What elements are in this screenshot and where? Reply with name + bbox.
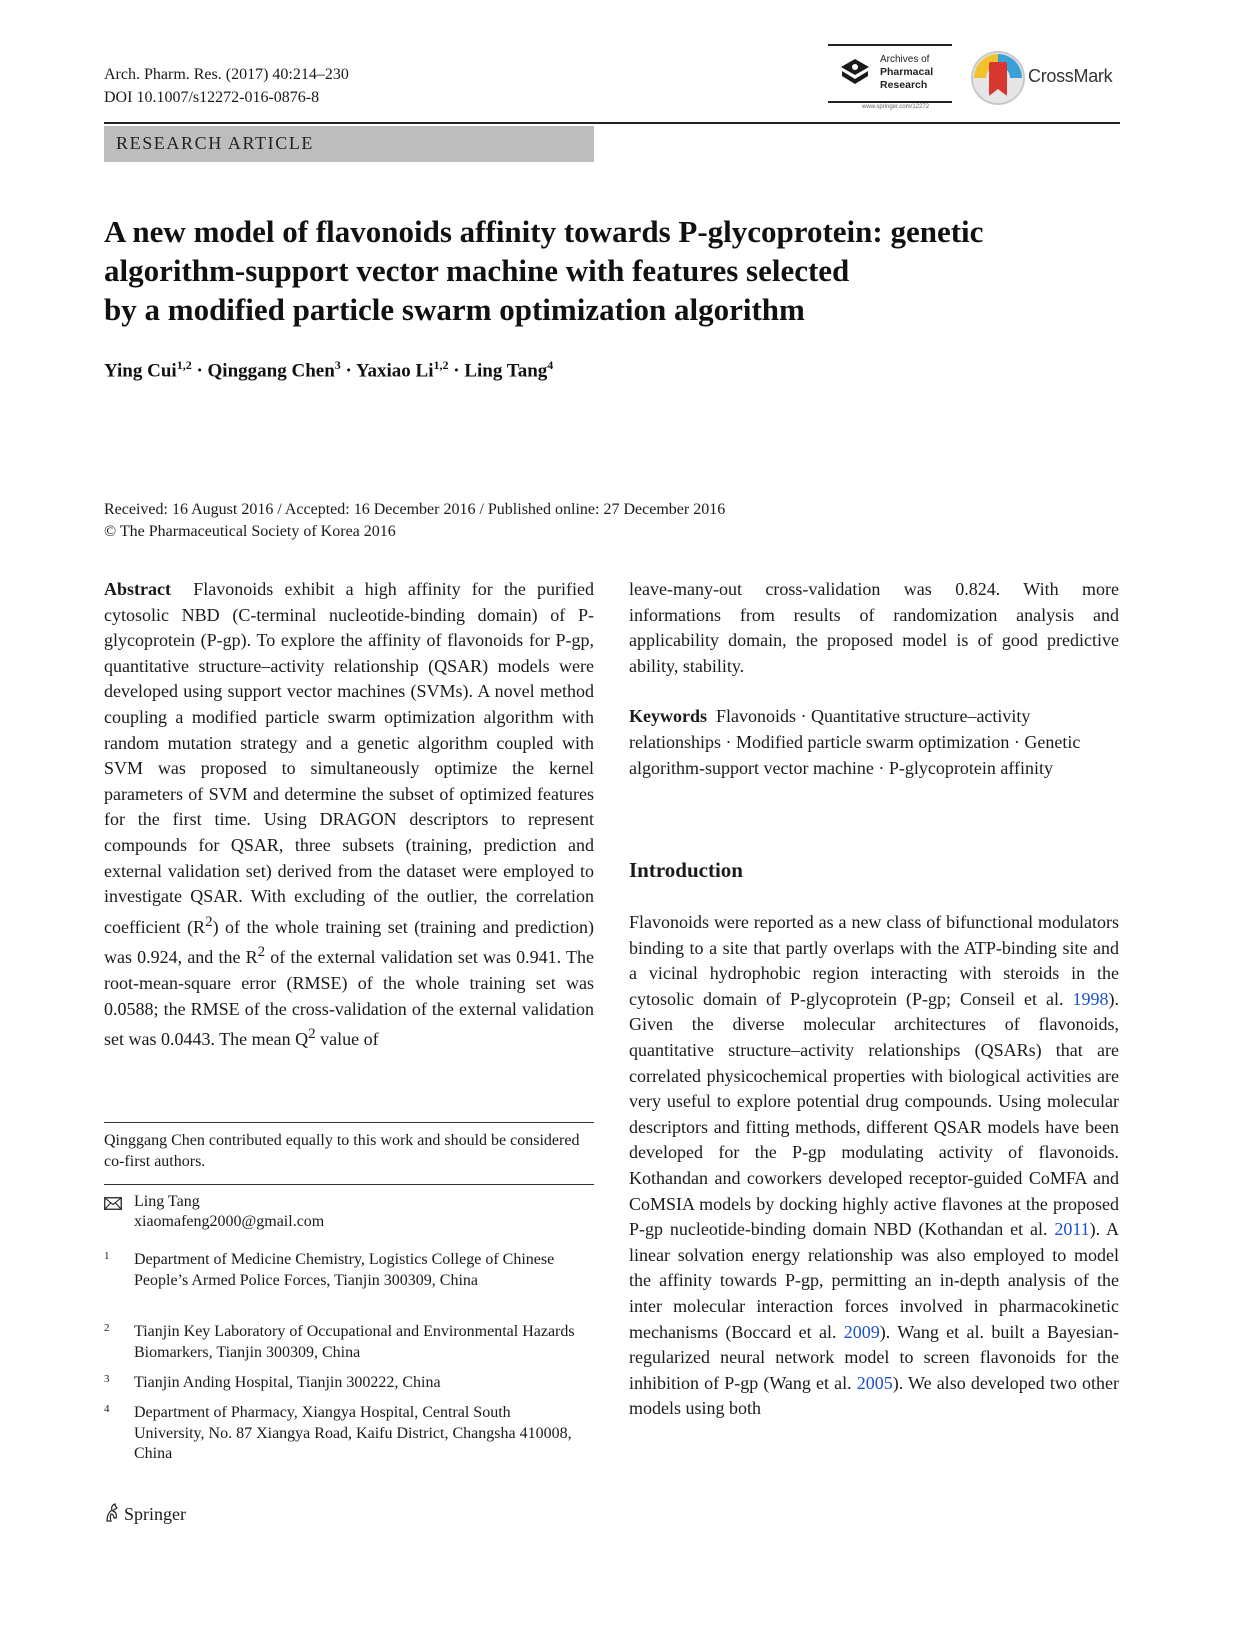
logo-line3: Research <box>880 79 928 91</box>
envelope-icon <box>104 1197 122 1210</box>
author-affiliation: 3 <box>334 358 341 372</box>
intro-text: ). Given the diverse molecular architectures of flavonoids, quantitative structure–activity relationships (QSARs) that are correlated physicochemical properties with biological activities are very useful to explore potential drug compounds. Using molecular descriptors and fitting methods, different QSAR models have been developed for the P-gp modulating activity of flavonoids. Kothandan and coworkers developed receptor-guided CoMFA and CoMSIA models by docking highly active flavones at the proposed P-gp nucleotide-binding domain NBD (Kothandan et al. <box>629 988 1119 1240</box>
keywords-label: Keywords <box>629 706 707 727</box>
author-name[interactable]: Qinggang Chen <box>207 360 335 382</box>
affiliation-text: Tianjin Anding Hospital, Tianjin 300222, China <box>134 1374 441 1391</box>
keywords-text: Flavonoids · Quantitative structure–activity relationships · Modified particle swarm optimization · Genetic algorithm-support vector machine · P-glycoprotein affinity <box>629 706 1081 778</box>
citation-link[interactable]: 2009 <box>843 1321 880 1342</box>
corresponding-author: Ling Tang <box>134 1193 200 1210</box>
affiliation-number: 2 <box>104 1322 110 1334</box>
abstract-continued <box>629 577 1119 781</box>
logo-line1: Archives of <box>880 54 930 65</box>
abstract <box>104 577 594 1053</box>
title-line: algorithm-support vector machine with features selected <box>104 253 850 288</box>
author-affiliation: 4 <box>547 358 554 372</box>
abstract-text: value of <box>315 1029 379 1050</box>
citation-link[interactable]: 2011 <box>1054 1219 1090 1240</box>
intro-text: Flavonoids were reported as a new class of bifunctional modulators binding to a site that partly overlaps with the ATP-binding site and a vicinal hydrophobic region interacting with steroids in the cytosolic domain of P-glycoprotein (P-gp; Conseil et al. <box>629 912 1119 1009</box>
superscript: 2 <box>308 1026 316 1043</box>
keywords <box>629 704 1119 781</box>
footnote-rule <box>104 1122 594 1123</box>
abstract-text: ) of the whole training set (training and prediction) was 0.924, and the R <box>104 916 595 968</box>
crossmark-icon <box>970 50 1026 106</box>
title-line: by a modified particle swarm optimization algorithm <box>104 292 805 327</box>
author-name[interactable]: Ling Tang <box>464 360 548 382</box>
article-title <box>104 212 1104 329</box>
journal-logo-text <box>880 54 933 92</box>
introduction-body <box>629 910 1119 1422</box>
affiliation-text: Department of Medicine Chemistry, Logistics College of Chinese People’s Armed Police Forces, Tianjin 300309, China <box>134 1251 555 1289</box>
affiliation-text: Department of Pharmacy, Xiangya Hospital, Central South University, No. 87 Xiangya Road, Kaifu District, Changsha 410008, China <box>134 1404 572 1462</box>
author-affiliation: 1,2 <box>176 358 192 372</box>
publisher-footer <box>104 1503 186 1525</box>
abstract-text: Flavonoids exhibit a high affinity for the purified cytosolic NBD (C-terminal nucleotide-binding domain) of P-glycoprotein (P-gp). To explore the affinity of flavonoids for P-gp, quantitative structure–activity relationship (QSAR) models were developed using support vector machines (SVMs). A novel method coupling a modified particle swarm optimization algorithm with random mutation strategy and a genetic algorithm coupled with SVM was proposed to simultaneously optimize the kernel parameters of SVM and determine the subset of optimized features for the first time. Using DRAGON descriptors to represent compounds for QSAR, three subsets (training, prediction and external validation set) derived from the dataset were employed to investigate QSAR. With excluding of the outlier, the correlation coefficient (R <box>104 579 594 937</box>
intro-text: ). A linear solvation energy relationship was also employed to model the affinity towards P-gp, permitting an in-depth analysis of the inter molecular interaction forces involved in pharmacokinetic mechanisms (Boccard et al. <box>629 1219 1119 1342</box>
author-name[interactable]: Yaxiao Li <box>355 360 434 382</box>
logo-line2: Pharmacal <box>880 66 934 78</box>
journal-emblem-icon <box>836 56 874 90</box>
affiliation-text: Tianjin Key Laboratory of Occupational and Environmental Hazards Biomarkers, Tianjin 300309, China <box>134 1323 575 1361</box>
journal-logo[interactable] <box>828 44 952 110</box>
footnote-rule <box>104 1184 594 1185</box>
logo-bottom-rule <box>828 101 952 103</box>
author-list: Ying Cui$^{1,2}$ · Qinggang Chen$^3$ · Yaxiao Li$^{1,2}$ · Ling Tang$^4$ <box>104 358 554 382</box>
article-type-banner <box>104 126 594 162</box>
intro-text: ). Wang et al. built a Bayesian-regularized neural network model to screen flavonoids for the inhibition of P-gp (Wang et al. <box>629 1321 1119 1393</box>
affiliation-number: 1 <box>104 1250 110 1262</box>
superscript: 2 <box>257 944 266 961</box>
abstract-text: leave-many-out cross-validation was 0.824. With more informations from results of randomization analysis and applicability domain, the proposed model is of good predictive ability, stability. <box>629 579 1119 676</box>
crossmark-badge[interactable] <box>970 50 1113 106</box>
abstract-label: Abstract <box>104 579 171 599</box>
article-type: RESEARCH ARTICLE <box>116 133 315 153</box>
intro-text: ). We also developed two other models using both <box>629 1372 1120 1419</box>
email-link[interactable]: xiaomafeng2000@gmail.com <box>134 1213 325 1230</box>
citation-link[interactable]: 2005 <box>856 1372 893 1393</box>
springer-horse-icon <box>104 1503 120 1523</box>
equal-contribution-note: Qinggang Chen contributed equally to this work and should be considered co-first authors. <box>104 1132 580 1170</box>
superscript: 2 <box>205 913 213 930</box>
header-rule <box>104 122 1120 124</box>
affiliation <box>104 1322 594 1364</box>
doi[interactable]: DOI 10.1007/s12272-016-0876-8 <box>104 89 320 106</box>
article-dates <box>104 499 725 543</box>
section-heading: Introduction <box>629 858 743 882</box>
abstract-text: of the external validation set was 0.941. The root-mean-square error (RMSE) of the whole training set was 0.0588; the RMSE of the cross-validation of the external validation set was 0.0443. The mean Q <box>104 947 594 1050</box>
title-line: A new model of flavonoids affinity towards P-glycoprotein: genetic <box>104 214 984 249</box>
citation-link[interactable]: 1998 <box>1072 988 1109 1009</box>
crossmark-label: CrossMark <box>1028 66 1113 86</box>
logo-top-rule <box>828 44 952 46</box>
copyright: © The Pharmaceutical Society of Korea 2016 <box>104 523 396 540</box>
journal-url[interactable]: www.springer.com/12272 <box>862 104 930 110</box>
affiliation <box>104 1250 594 1312</box>
author-name[interactable]: Ying Cui <box>104 360 177 382</box>
history-dates: Received: 16 August 2016 / Accepted: 16 December 2016 / Published online: 27 December 2016 <box>104 501 726 518</box>
affiliation <box>104 1373 594 1395</box>
author-affiliation: 1,2 <box>433 358 449 372</box>
affiliation <box>104 1403 594 1465</box>
affiliation-number: 4 <box>104 1403 110 1415</box>
affiliation-number: 3 <box>104 1373 110 1385</box>
journal-citation: Arch. Pharm. Res. (2017) 40:214–230 <box>104 66 349 83</box>
publisher-name: Springer <box>124 1504 186 1524</box>
